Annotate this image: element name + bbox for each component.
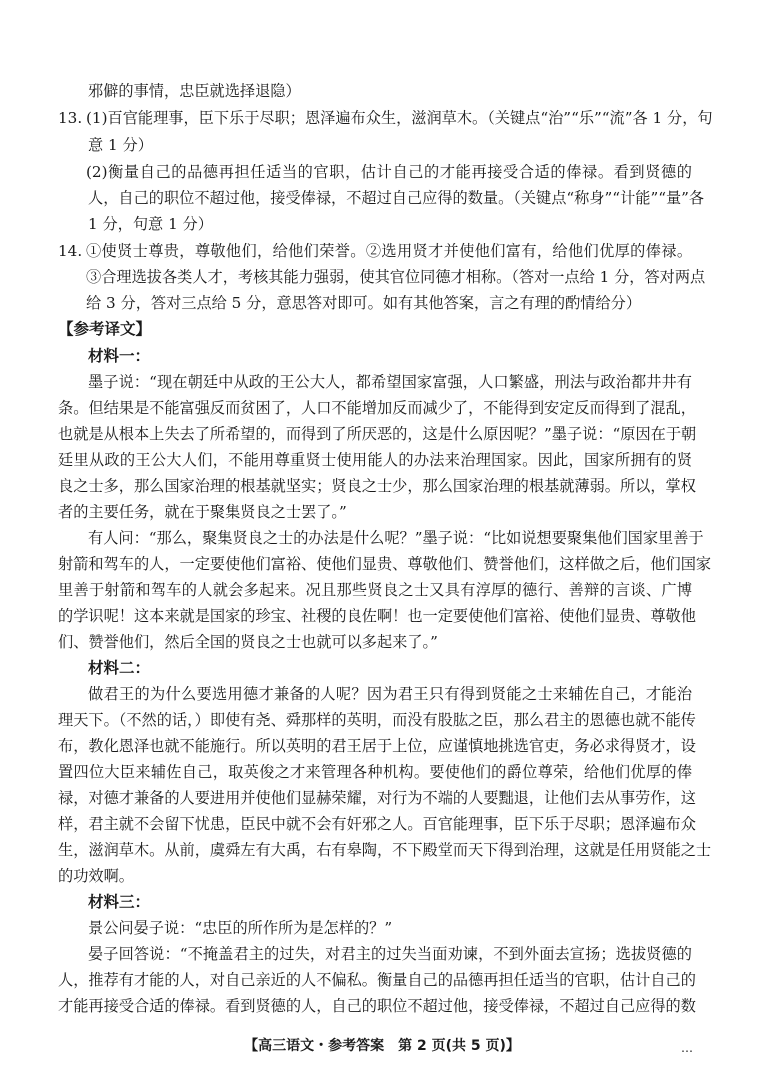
- answer-13-part2: (2)衡量自己的品德再担任适当的官职，估计自己的才能再接受合适的俸禄。看到贤德的: [86, 163, 692, 181]
- text-line: 也就是从根本上失去了所希望的，而得到了所厌恶的，这是什么原因呢？”墨子说：“原因在于朝: [58, 425, 697, 443]
- section-title: 【参考译文】: [58, 320, 152, 338]
- text-line: 禄，对德才兼备的人要进用并使他们显赫荣耀，对行为不端的人要黜退，让他们去从事劳作，这: [58, 789, 696, 807]
- page-footer: 【高三语文・参考答案 第 2 页(共 5 页)】: [244, 1038, 520, 1054]
- text-line: 置四位大臣来辅佐自己，取英俊之才来管理各种机构。要使他们的爵位尊荣，给他们优厚的俸: [58, 763, 692, 781]
- text-line: 条。但结果是不能富强反而贫困了，人口不能增加反而减少了，不能得到安定反而得到了混乱，: [58, 399, 696, 417]
- text-line: 良之士多，那么国家治理的根基就坚实；贤良之士少，那么国家治理的根基就薄弱。所以，掌权: [58, 477, 696, 495]
- text-line: 人，自己的职位不超过他，接受俸禄，不超过自己应得的数量。（关键点“称身”“计能”“量”各: [88, 189, 705, 207]
- text-line: 1 分，句意 1 分）: [88, 215, 213, 233]
- question-number-14: 14.: [58, 242, 83, 260]
- text-line: ③合理选拔各类人才，考核其能力强弱，使其官位同德才相称。（答对一点给 1 分，答对两点: [86, 268, 706, 286]
- corner-mark: …: [681, 1041, 693, 1055]
- text-line: 墨子说：“现在朝廷中从政的王公大人，都希望国家富强，人口繁盛，刑法与政治都井井有: [88, 373, 692, 391]
- text-line: 才能再接受合适的俸禄。看到贤德的人，自己的职位不超过他，接受俸禄，不超过自己应得的数: [58, 997, 696, 1015]
- text-line: 邪僻的事情，忠臣就选择退隐）: [88, 82, 301, 100]
- answer-13-part1: (1)百官能理事，臣下乐于尽职；恩泽遍布众生，滋润草木。（关键点“治”“乐”“流”各 1 分，句: [86, 109, 713, 127]
- text-line: 者的主要任务，就在于聚集贤良之士罢了。”: [58, 503, 347, 521]
- text-line: 人，推荐有才能的人，对自己亲近的人不偏私。衡量自己的品德再担任适当的官职，估计自己的: [58, 971, 696, 989]
- text-line: 有人问：“那么，聚集贤良之士的办法是什么呢？”墨子说：“比如说想要聚集他们国家里善于: [88, 529, 704, 547]
- text-line: 景公问晏子说：“忠臣的所作所为是怎样的？”: [88, 919, 393, 937]
- text-line: 的学识呢！这本来就是国家的珍宝、社稷的良佐啊！也一定要使他们富裕、使他们显贵、尊敬他: [58, 607, 696, 625]
- text-line: 廷里从政的王公大人们，不能用尊重贤士使用能人的办法来治理国家。因此，国家所拥有的贤: [58, 451, 692, 469]
- text-line: 样，君主就不会留下忧患，臣民中就不会有奸邪之人。百官能理事，臣下乐于尽职；恩泽遍布众: [58, 815, 696, 833]
- text-line: 晏子回答说：“不掩盖君主的过失，对君主的过失当面劝谏，不到外面去宣扬；选拔贤德的: [88, 945, 692, 963]
- text-line: 意 1 分）: [88, 136, 153, 154]
- text-line: 布，教化恩泽也就不能施行。所以英明的君王居于上位，应谨慎地挑选官吏，务必求得贤才，设: [58, 737, 696, 755]
- text-line: 里善于射箭和驾车的人就会多起来。况且那些贤良之士又具有淳厚的德行、善辩的言谈、广博: [58, 581, 692, 599]
- text-line: 做君王的为什么要选用德才兼备的人呢？因为君王只有得到贤能之士来辅佐自己，才能治: [88, 685, 692, 703]
- text-line: 给 3 分，答对三点给 5 分，意思答对即可。如有其他答案，言之有理的酌情给分）: [86, 294, 642, 312]
- text-line: 射箭和驾车的人，一定要使他们富裕、使他们显贵、尊敬他们、赞誉他们，这样做之后，他们国家: [58, 555, 712, 573]
- material-2-title: 材料二：: [88, 659, 151, 677]
- text-line: 理天下。（不然的话，）即使有尧、舜那样的英明，而没有股肱之臣，那么君主的恩德也就不能传: [58, 711, 696, 729]
- text-line: 生，滋润草木。从前，虞舜左有大禹，右有皋陶，不下殿堂而天下得到治理，这就是任用贤能之士: [58, 841, 712, 859]
- question-number-13: 13.: [58, 109, 83, 127]
- answer-14: ①使贤士尊贵，尊敬他们，给他们荣誉。②选用贤才并使他们富有，给他们优厚的俸禄。: [86, 242, 692, 260]
- material-3-title: 材料三：: [88, 893, 151, 911]
- text-line: 的功效啊。: [58, 867, 134, 885]
- material-1-title: 材料一：: [88, 347, 151, 365]
- text-line: 们、赞誉他们，然后全国的贤良之士也就可以多起来了。”: [58, 633, 438, 651]
